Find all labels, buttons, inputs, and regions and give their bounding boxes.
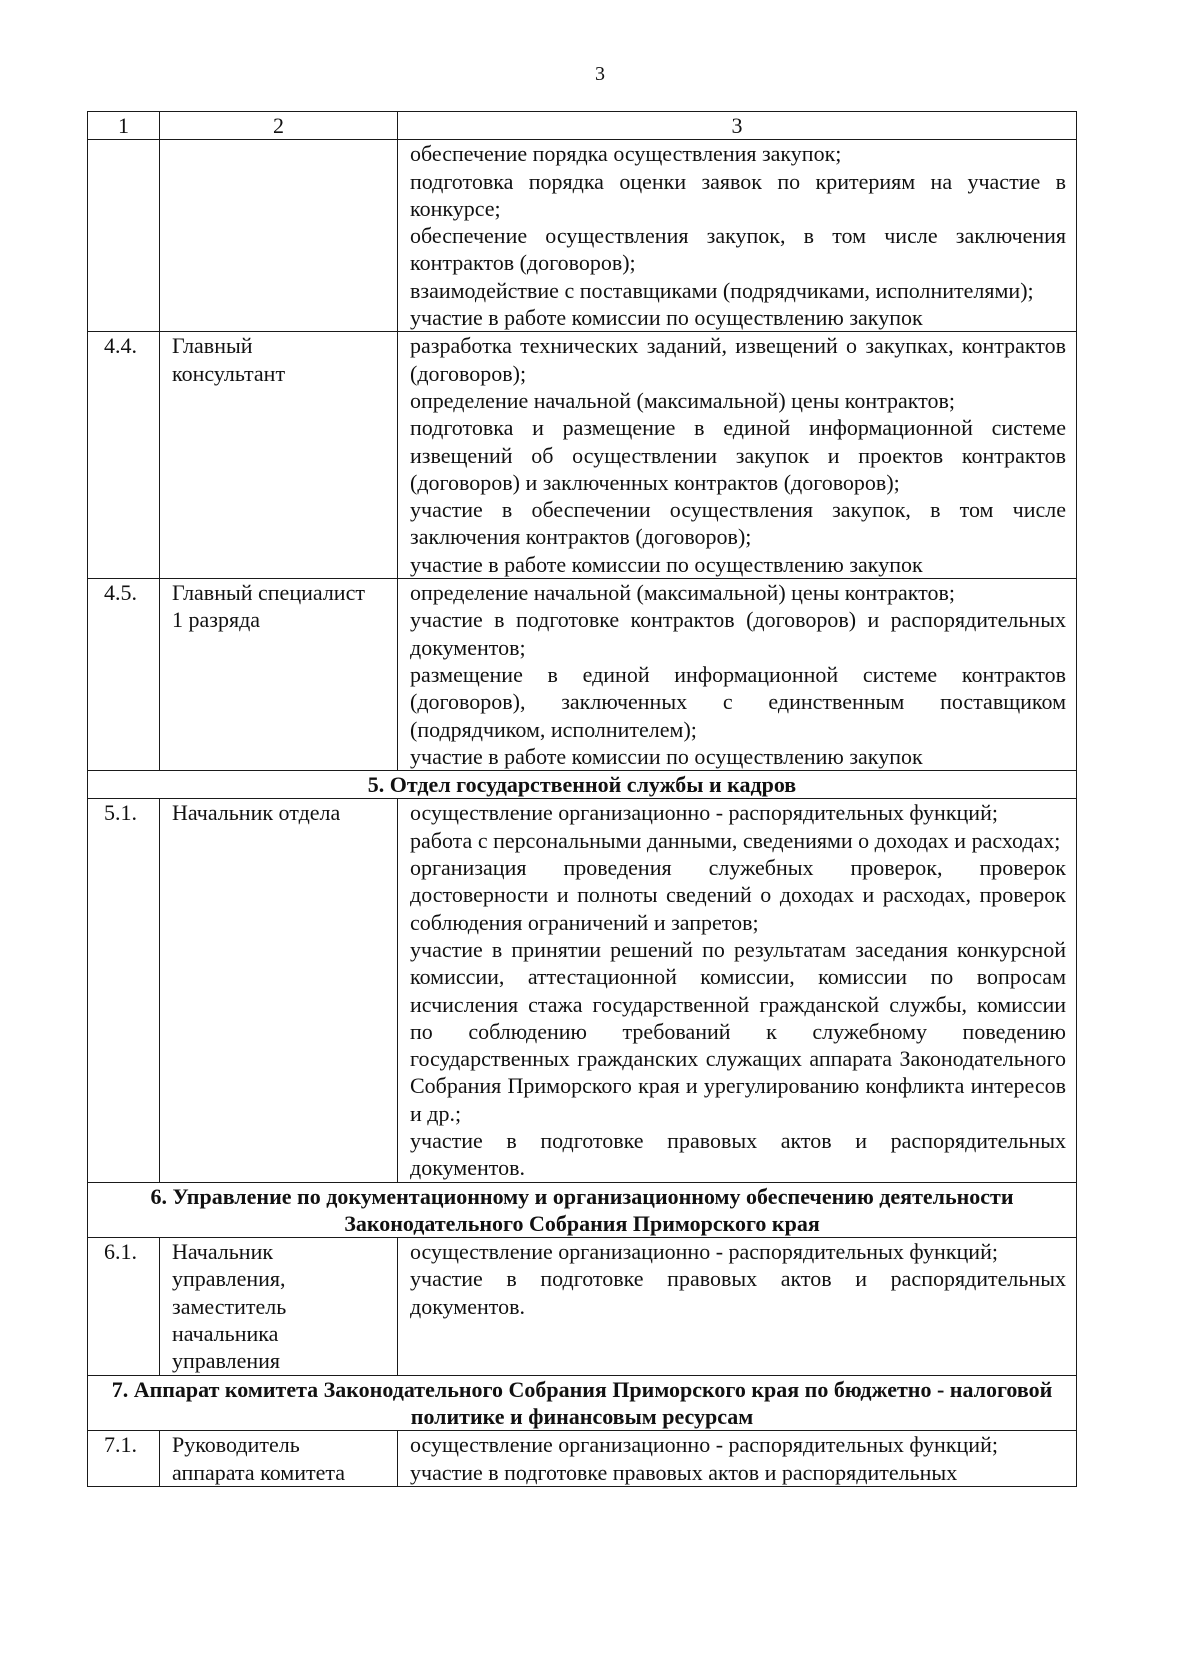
section-title: 7. Аппарат комитета Законодательного Собрания Приморского края по бюджетно - налоговой политике и финансовым ресурсам — [88, 1375, 1077, 1431]
duty-item: участие в подготовке правовых актов и распорядительных документов. — [410, 1127, 1066, 1181]
table-row — [88, 579, 1077, 771]
duties-cell — [398, 579, 1077, 771]
table-row — [88, 140, 1077, 332]
position-line: аппарата комитета — [172, 1459, 346, 1485]
row-number: 4.4. — [88, 332, 160, 579]
duty-item: организация проведения служебных проверок, проверок достоверности и полноты сведений о доходах и расходах, проверок соблюдения ограничений и запретов; — [410, 855, 1066, 935]
position-line: 1 разряда — [172, 607, 261, 633]
section-title: 5. Отдел государственной службы и кадров — [88, 771, 1077, 799]
duty-item: определение начальной (максимальной) цены контрактов; — [410, 580, 955, 606]
duty-item: взаимодействие с поставщиками (подрядчиками, исполнителями); — [410, 277, 1034, 303]
position-line: управления, — [172, 1266, 286, 1292]
duty-item: размещение в единой информационной системе контрактов (договоров), заключенных с единственным поставщиком (подрядчиком, исполнителем); — [410, 661, 1066, 742]
table-row — [88, 1431, 1077, 1487]
position-cell — [160, 799, 398, 1182]
position-cell — [160, 1431, 398, 1487]
duty-item: разработка технических заданий, извещений о закупках, контрактов (договоров); — [410, 333, 1066, 386]
duty-item: участие в обеспечении осуществления закупок, в том числе заключения контрактов (договоров); — [410, 497, 1066, 550]
table-row — [88, 332, 1077, 579]
section-row — [88, 771, 1077, 799]
duty-item: подготовка порядка оценки заявок по критериям на участие в конкурсе; — [410, 168, 1066, 221]
table-row — [88, 1238, 1077, 1375]
position-line: начальника — [172, 1321, 279, 1347]
position-line: Начальник отдела — [172, 800, 341, 826]
duties-cell — [398, 332, 1077, 579]
section-row — [88, 1182, 1077, 1238]
row-number: 5.1. — [88, 799, 160, 1182]
duty-item: участие в подготовке контрактов (договоров) и распорядительных документов; — [410, 607, 1066, 660]
position-line: Начальник — [172, 1239, 274, 1265]
duties-cell — [398, 140, 1077, 332]
position-cell — [160, 579, 398, 771]
section-row — [88, 1375, 1077, 1431]
duty-item: участие в подготовке правовых актов и распорядительных документов. — [410, 1266, 1066, 1319]
duty-item: участие в работе комиссии по осуществлению закупок — [410, 551, 923, 577]
position-line: Главный специалист — [172, 580, 365, 606]
position-cell — [160, 1238, 398, 1375]
row-number — [88, 140, 160, 332]
duties-cell — [398, 1431, 1077, 1487]
duty-item: участие в подготовке правовых актов и распорядительных — [410, 1459, 958, 1485]
position-line: заместитель — [172, 1293, 287, 1319]
duty-item: обеспечение осуществления закупок, в том числе заключения контрактов (договоров); — [410, 223, 1066, 276]
duty-item: осуществление организационно - распорядительных функций; — [410, 1239, 998, 1265]
duty-item: участие в работе комиссии по осуществлению закупок — [410, 743, 923, 769]
position-line: Руководитель — [172, 1432, 300, 1458]
position-cell — [160, 140, 398, 332]
duty-item: обеспечение порядка осуществления закупок; — [410, 141, 842, 167]
duties-table — [87, 111, 1077, 1487]
table-header-row — [88, 112, 1077, 140]
duty-item: определение начальной (максимальной) цены контрактов; — [410, 387, 955, 413]
row-number: 6.1. — [88, 1238, 160, 1375]
page-number: 3 — [595, 63, 605, 85]
duty-item: осуществление организационно - распорядительных функций; — [410, 1432, 998, 1458]
table-row — [88, 799, 1077, 1182]
duty-item: осуществление организационно - распорядительных функций; — [410, 800, 998, 826]
row-number: 4.5. — [88, 579, 160, 771]
section-title: 6. Управление по документационному и организационному обеспечению деятельности Законодательного Собрания Приморского края — [88, 1182, 1077, 1238]
duties-cell — [398, 799, 1077, 1182]
duty-item: подготовка и размещение в единой информационной системе извещений об осуществлении закупок и проектов контрактов (договоров) и заключенных контрактов (договоров); — [410, 415, 1066, 495]
duties-cell — [398, 1238, 1077, 1375]
row-number: 7.1. — [88, 1431, 160, 1487]
position-line: управления — [172, 1348, 281, 1374]
header-col-2: 2 — [160, 112, 398, 140]
header-col-1: 1 — [88, 112, 160, 140]
duty-item: участие в принятии решений по результатам заседания конкурсной комиссии, аттестационной комиссии, комиссии по вопросам исчисления стажа государственной гражданской службы, комиссии по соблюдению требований к служебному поведению государственных гражданских служащих аппарата Законодательного Собрания Приморского края и урегулированию конфликта интересов и др.; — [410, 936, 1066, 1126]
duty-item: работа с персональными данными, сведениями о доходах и расходах; — [410, 827, 1061, 853]
position-line: Главный — [172, 333, 253, 359]
position-cell — [160, 332, 398, 579]
position-line: консультант — [172, 360, 286, 386]
header-col-3: 3 — [398, 112, 1077, 140]
duty-item: участие в работе комиссии по осуществлению закупок — [410, 305, 923, 331]
